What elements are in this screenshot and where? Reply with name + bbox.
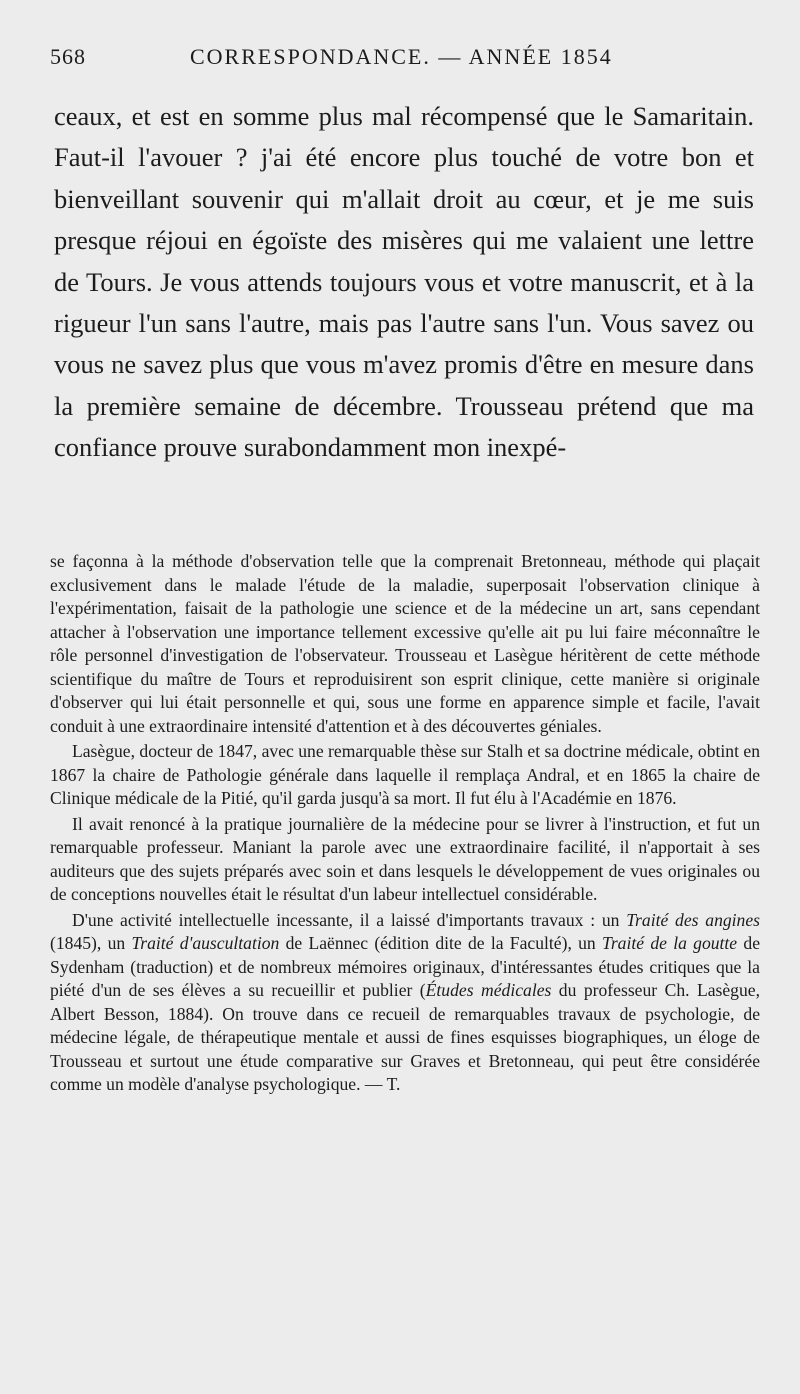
- running-title: CORRESPONDANCE. — ANNÉE 1854: [190, 44, 613, 69]
- note-paragraph-1: se façonna à la méthode d'observation telle que la comprenait Bretonneau, méthode qui plaçait exclusivement dans le malade l'étude de la maladie, superposait l'observation clinique à l'expérimentation, faisait de la pathologie une science et de la médecine un art, sans cependant attacher à l'observation une importance tellement excessive qu'elle ait pu lui faire méconnaître le rôle personnel d'investigation de l'observateur. Trousseau et Lasègue héritèrent de cette méthode scientifique du maître de Tours et reproduisirent son esprit clinique, cette manière si originale d'observer qui lui était personnelle et qui, sous une forme en apparence simple et facile, l'avait conduit à une extraordinaire intensité d'attention et à des découvertes géniales.: [50, 551, 760, 736]
- note-paragraph-3: Il avait renoncé à la pratique journalière de la médecine pour se livrer à l'instruction, et fut un remarquable professeur. Maniant la parole avec une extraordinaire facilité, il n'apportait à ses auditeurs que des sujets préparés avec soin et dans lesquels le développement de vues originales ou de conceptions nouvelles était le résultat d'un labeur intellectuel considérable.: [50, 813, 760, 904]
- note-text: du professeur Ch. Lasègue, Albert Besson, 1884). On trouve dans ce recueil de remarquables travaux de psychologie, de médecine légale, de thérapeutique mentale et aussi de fines esquisses biographiques, un éloge de Trousseau et surtout une étude comparative sur Graves et Bretonneau, qui peut être considérée comme un modèle d'analyse psychologique. — T.: [50, 980, 760, 1094]
- note-text: de Laënnec (édition dite de la Faculté), un: [279, 933, 602, 953]
- letter-paragraph: ceaux, et est en somme plus mal récompensé que le Samaritain. Faut-il l'avouer ? j'ai été encore plus touché de votre bon et bienveillant souvenir qui m'allait droit au cœur, et je me suis presque réjoui en égoïste des misères qui me valaient une lettre de Tours. Je vous attends toujours vous et votre manuscrit, et à la rigueur l'un sans l'autre, mais pas l'autre sans l'un. Vous savez ou vous ne savez plus que vous m'avez promis d'être en mesure dans la première semaine de décembre. Trousseau prétend que ma confiance prouve surabondamment mon inexpé-: [54, 101, 754, 463]
- note-text: de Sydenham (traduction) et de nombreux mémoires originaux, d'intéressantes études critiques que la piété d'un de ses élèves a su recueillir et publier (: [50, 933, 761, 1000]
- note-paragraph-4: [50, 909, 760, 1097]
- book-title-etudes-medicales: Études médicales: [425, 980, 552, 1000]
- page-header: [50, 44, 750, 78]
- book-title-goutte: Traité de la goutte: [602, 933, 738, 953]
- book-title-angines: Traité des angines: [626, 909, 761, 930]
- note-paragraph-2: Lasègue, docteur de 1847, avec une remarquable thèse sur Stalh et sa doctrine médicale, obtint en 1867 la chaire de Pathologie générale dans laquelle il remplaça Andral, et en 1865 la chaire de Clinique médicale de la Pitié, qu'il garda jusqu'à sa mort. Il fut élu à l'Académie en 1876.: [50, 741, 760, 808]
- letter-body: [54, 96, 754, 469]
- page-number: 568: [50, 44, 86, 69]
- book-title-auscultation: Traité d'auscultation: [131, 933, 280, 953]
- note-text: (1845), un: [50, 933, 132, 953]
- footnote-section: [50, 550, 760, 1099]
- note-text: D'une activité intellectuelle incessante, il a laissé d'importants travaux : un: [72, 909, 627, 930]
